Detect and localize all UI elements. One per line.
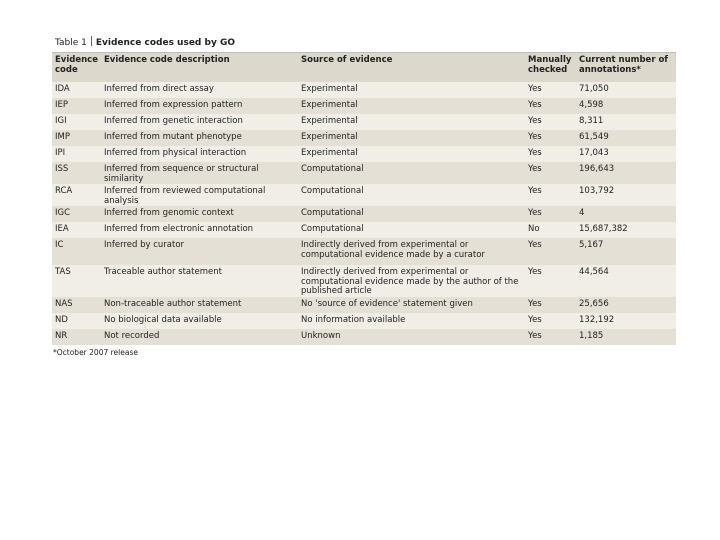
cell-source: No information available	[298, 313, 525, 329]
cell-manual: Yes	[525, 184, 576, 206]
table-row	[52, 297, 676, 313]
cell-count: 5,167	[576, 238, 676, 265]
cell-code: IDA	[52, 82, 101, 98]
cell-count: 17,043	[576, 146, 676, 162]
cell-code: IMP	[52, 130, 101, 146]
cell-description: Inferred from direct assay	[101, 82, 298, 98]
cell-source: Unknown	[298, 329, 525, 345]
table-footnote: *October 2007 release	[53, 347, 138, 357]
cell-code: IPI	[52, 146, 101, 162]
cell-code: TAS	[52, 265, 101, 297]
table-label: Table 1	[55, 38, 87, 48]
cell-count: 61,549	[576, 130, 676, 146]
cell-count: 71,050	[576, 82, 676, 98]
cell-source: Experimental	[298, 114, 525, 130]
cell-description: Inferred by curator	[101, 238, 298, 265]
table-row	[52, 222, 676, 238]
table-row	[52, 114, 676, 130]
table-row	[52, 265, 676, 297]
cell-description: Inferred from physical interaction	[101, 146, 298, 162]
cell-code: RCA	[52, 184, 101, 206]
table-row	[52, 98, 676, 114]
header-source: Source of evidence	[298, 53, 525, 82]
cell-manual: Yes	[525, 146, 576, 162]
cell-source: Indirectly derived from experimental or computational evidence made by a curator	[298, 238, 525, 265]
cell-source: Computational	[298, 206, 525, 222]
cell-manual: Yes	[525, 98, 576, 114]
cell-description: Inferred from genetic interaction	[101, 114, 298, 130]
cell-count: 44,564	[576, 265, 676, 297]
cell-count: 1,185	[576, 329, 676, 345]
cell-source: Experimental	[298, 146, 525, 162]
cell-manual: Yes	[525, 329, 576, 345]
cell-manual: Yes	[525, 297, 576, 313]
evidence-codes-table-figure	[52, 34, 676, 357]
cell-description: No biological data available	[101, 313, 298, 329]
cell-count: 25,656	[576, 297, 676, 313]
cell-manual: Yes	[525, 265, 576, 297]
cell-manual: Yes	[525, 206, 576, 222]
cell-count: 4	[576, 206, 676, 222]
cell-description: Inferred from expression pattern	[101, 98, 298, 114]
cell-source: Computational	[298, 184, 525, 206]
cell-source: Indirectly derived from experimental or computational evidence made by the author of the published article	[298, 265, 525, 297]
cell-source: No 'source of evidence' statement given	[298, 297, 525, 313]
table-row	[52, 130, 676, 146]
table-row	[52, 313, 676, 329]
cell-description: Inferred from sequence or structural similarity	[101, 162, 298, 184]
header-manually-checked: Manually checked	[525, 53, 576, 82]
cell-code: NAS	[52, 297, 101, 313]
cell-source: Experimental	[298, 130, 525, 146]
table-row	[52, 184, 676, 206]
cell-code: IEA	[52, 222, 101, 238]
cell-count: 103,792	[576, 184, 676, 206]
table-row	[52, 82, 676, 98]
table-title: Evidence codes used by GO	[95, 38, 235, 48]
table-row	[52, 206, 676, 222]
cell-manual: No	[525, 222, 576, 238]
cell-count: 132,192	[576, 313, 676, 329]
header-evidence-code: Evidence code	[52, 53, 101, 82]
cell-code: NR	[52, 329, 101, 345]
cell-code: IEP	[52, 98, 101, 114]
cell-description: Traceable author statement	[101, 265, 298, 297]
table-row	[52, 162, 676, 184]
cell-count: 4,598	[576, 98, 676, 114]
cell-code: ND	[52, 313, 101, 329]
table-row	[52, 329, 676, 345]
cell-description: Inferred from reviewed computational analysis	[101, 184, 298, 206]
cell-count: 15,687,382	[576, 222, 676, 238]
cell-manual: Yes	[525, 130, 576, 146]
cell-description: Not recorded	[101, 329, 298, 345]
table-title-bar	[52, 34, 676, 53]
cell-manual: Yes	[525, 82, 576, 98]
cell-manual: Yes	[525, 238, 576, 265]
cell-description: Inferred from electronic annotation	[101, 222, 298, 238]
table-row	[52, 146, 676, 162]
cell-code: IGI	[52, 114, 101, 130]
header-annotation-count: Current number of annotations*	[576, 53, 676, 82]
table-row	[52, 238, 676, 265]
cell-manual: Yes	[525, 114, 576, 130]
cell-manual: Yes	[525, 313, 576, 329]
cell-code: ISS	[52, 162, 101, 184]
cell-description: Non-traceable author statement	[101, 297, 298, 313]
header-description: Evidence code description	[101, 53, 298, 82]
table-header-row	[52, 53, 676, 82]
cell-code: IGC	[52, 206, 101, 222]
cell-source: Experimental	[298, 98, 525, 114]
cell-manual: Yes	[525, 162, 576, 184]
cell-source: Computational	[298, 222, 525, 238]
cell-description: Inferred from mutant phenotype	[101, 130, 298, 146]
cell-code: IC	[52, 238, 101, 265]
cell-count: 8,311	[576, 114, 676, 130]
cell-count: 196,643	[576, 162, 676, 184]
cell-source: Computational	[298, 162, 525, 184]
cell-source: Experimental	[298, 82, 525, 98]
title-separator	[91, 36, 92, 46]
evidence-codes-table	[52, 53, 676, 345]
cell-description: Inferred from genomic context	[101, 206, 298, 222]
